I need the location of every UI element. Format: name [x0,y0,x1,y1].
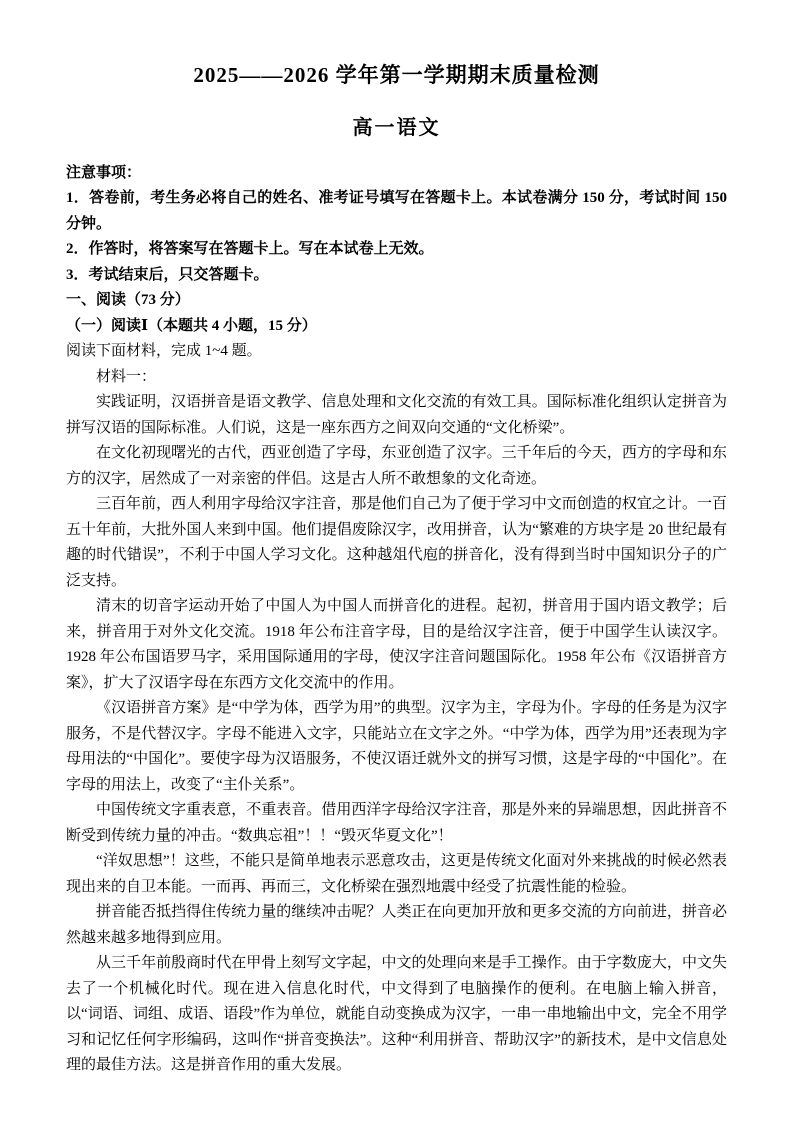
exam-subject-title: 高一语文 [352,116,441,139]
material-paragraph-4: 清末的切音字运动开始了中国人为中国人而拼音化的进程。起初，拼音用于国内语文教学；后来，拼音用于对外文化交流。1918 年公布注音字母，目的是给汉字注音，便于中国学生认读汉字。1928 年公布国语罗马字，采用国际通用的字母，使汉字注音问题国际化。1958 年公布《汉语拼音方案》，扩大了汉语字母在东西方文化交流中的作用。 [66,598,727,691]
material-paragraph-9: 从三千年前殷商时代在甲骨上刻写文字起，中文的处理向来是手工操作。由于字数庞大，中文失去了一个机械化时代。现在进入信息化时代，中文得到了电脑操作的便利。在电脑上输入拼音，以“词语、词组、成语、语段”作为单位，就能自动变换成为汉字，一串一串地输出中文，完全不用学习和记忆任何字形编码，这叫作“拼音变换法”。这种“利用拼音、帮助汉字”的新技术，是中文信息处理的最佳方法。这是拼音作用的重大发展。 [66,955,727,1074]
material-paragraph-5: 《汉语拼音方案》是“中学为体，西学为用”的典型。汉字为主，字母为仆。字母的任务是为汉字服务，不是代替汉字。字母不能进入文字，只能站立在文字之外。“中学为体，西学为用”还表现为字母用法的“中国化”。要使字母为汉语服务，不使汉语迁就外文的拼写习惯，这是字母的“中国化”。在字母的用法上，改变了“主仆关系”。 [66,700,727,793]
notice-item-2: 2．作答时，将答案写在答题卡上。写在本试卷上无效。 [66,241,434,258]
notice-item-1: 1．答卷前，考生务必将自己的姓名、准考证号填写在答题卡上。本试卷满分 150 分，考试时间 150 分钟。 [66,190,727,232]
exam-title: 2025——2026 学年第一学期期末质量检测 [193,63,600,87]
section-one-heading: 一、阅读（73 分） [66,292,190,309]
material-paragraph-7: “洋奴思想”！这些，不能只是简单地表示恶意攻击，这更是传统文化面对外来挑战的时候必然表现出来的自卫本能。一而再、再而三，文化桥梁在强烈地震中经受了抗震性能的检验。 [66,853,727,895]
material-one-label: 材料一： [96,368,157,385]
material-paragraph-1: 实践证明，汉语拼音是语文教学、信息处理和文化交流的有效工具。国际标准化组织认定拼音为拼写汉语的国际标准。人们说，这是一座东西方之间双向交通的“文化桥梁”。 [66,394,727,436]
notice-item-3: 3．考试结束后，只交答题卡。 [66,266,269,283]
reading-one-heading: （一）阅读Ⅰ（本题共 4 小题，15 分） [66,317,317,334]
material-paragraph-8: 拼音能否抵挡得住传统力量的继续冲击呢？人类正在向更加开放和更多交流的方向前进，拼音必然越来越多地得到应用。 [66,904,727,946]
material-paragraph-2: 在文化初现曙光的古代，西亚创造了字母，东亚创造了汉字。三千年后的今天，西方的字母和东方的汉字，居然成了一对亲密的伴侣。这是古人所不敢想象的文化奇迹。 [66,445,727,487]
notice-heading: 注意事项： [66,164,142,181]
reading-instruction: 阅读下面材料，完成 1~4 题。 [66,343,262,360]
material-paragraph-6: 中国传统文字重表意，不重表音。借用西洋字母给汉字注音，那是外来的异端思想，因此拼音不断受到传统力量的冲击。“数典忘祖”！！“毁灭华夏文化”！ [66,802,727,844]
material-paragraph-3: 三百年前，西人利用字母给汉字注音，那是他们自己为了便于学习中文而创造的权宜之计。一百五十年前，大批外国人来到中国。他们提倡废除汉字，改用拼音，认为“繁难的方块字是 20 世纪最有趣的时代错误”，不利于中国人学习文化。这种越俎代庖的拼音化，没有得到当时中国知识分子的广泛支持。 [66,496,727,589]
